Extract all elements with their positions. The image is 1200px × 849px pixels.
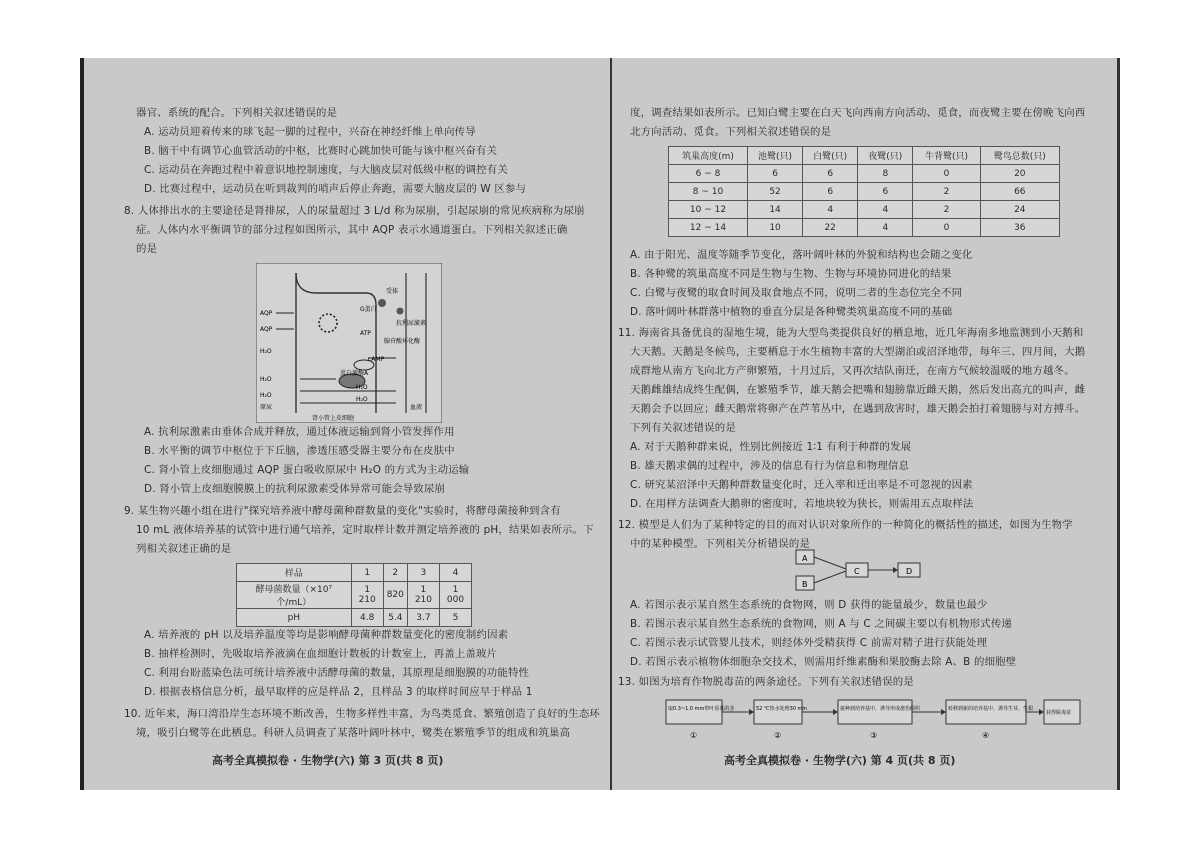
diagram-label: ATP: [360, 330, 371, 337]
table-cell: 6: [803, 183, 858, 201]
text-line: 度，调查结果如表所示。已知白鹭主要在白天飞向西南方向活动、觅食，而夜鹭主要在傍晚飞向西: [630, 107, 1086, 119]
option-d: D. 肾小管上皮细胞膜膜上的抗利尿激素受体异常可能会导致尿崩: [144, 483, 446, 495]
table-header: 鹭鸟总数(只): [980, 147, 1059, 165]
table-cell: 1 210: [407, 582, 439, 609]
option-d: D. 若图示表示植物体细胞杂交技术，则需用纤维素酶和果胶酶去除 A、B 的细胞壁: [630, 656, 1017, 668]
table-cell: 2: [913, 201, 980, 219]
text-line: 成群地从南方飞向北方产卵繁殖，十月过后，又再次结队南迁，在南方气候较温暖的地方越冬。: [630, 365, 1075, 377]
text-line: 大天鹅。天鹅是冬候鸟，主要栖息于水生植物丰富的大型湖泊或沼泽地带，每年三、四月间，大鹅: [630, 346, 1086, 358]
question-9: 9. 某生物兴趣小组在进行"探究培养液中酵母菌种群数量的变化"实验时，将酵母菌接种到含有: [124, 505, 561, 517]
table-header: 2: [383, 564, 407, 582]
flow-step-2: ②: [774, 731, 782, 740]
option-c: C. 白鹭与夜鹭的取食时间及取食地点不同，说明二者的生态位完全不同: [630, 287, 963, 299]
option-c: C. 研究某沼泽中天鹅种群数量变化时，迁入率和迁出率是不可忽视的因素: [630, 479, 973, 491]
option-a: A. 由于阳光、温度等随季节变化，落叶阔叶林的外貌和结构也会随之变化: [630, 249, 973, 261]
table-header: 牛背鹭(只): [913, 147, 980, 165]
table-cell: 66: [980, 183, 1059, 201]
option-a: A. 运动员迎着传来的球飞起一脚的过程中，兴奋在神经纤维上单向传导: [144, 126, 476, 138]
diagram-label: 肾小管上皮细胞: [312, 415, 355, 422]
table-cell: 1 210: [351, 582, 383, 609]
option-a: A. 若图示表示某自然生态系统的食物网，则 D 获得的能量最少，数量也最少: [630, 599, 988, 611]
table-cell: 3.7: [407, 609, 439, 627]
table-cell: 8 ~ 10: [669, 183, 748, 201]
diagram-label: H₂O: [260, 392, 272, 399]
option-a: A. 抗利尿激素由垂体合成并释放，通过体液运输到肾小管发挥作用: [144, 426, 455, 438]
option-b: B. 脑干中有调节心血管活动的中枢，比赛时心跳加快可能与该中枢兴奋有关: [144, 145, 498, 157]
table-cell: 10: [748, 219, 803, 237]
page-footer: 高考全真模拟卷 · 生物学(六) 第 3 页(共 8 页): [212, 754, 444, 767]
table-header: 筑巢高度(m): [669, 147, 748, 165]
diagram-label: G蛋白: [360, 306, 377, 313]
table-cell: 10 ~ 12: [669, 201, 748, 219]
option-d: D. 根据表格信息分析，最早取样的应是样品 2，且样品 3 的取样时间应早于样品 1: [144, 686, 533, 698]
table-cell: 52: [748, 183, 803, 201]
option-c: C. 运动员在奔跑过程中着意识地控制速度，与大脑皮层对低级中枢的调控有关: [144, 164, 508, 176]
table-cell: 0: [913, 165, 980, 183]
table-cell: 6: [803, 165, 858, 183]
table-cell: 24: [980, 201, 1059, 219]
question-10: 10. 近年来，海口湾沿岸生态环境不断改善，生物多样性丰富，为鸟类觅食、繁殖创造了良好的生态环: [124, 708, 601, 720]
table-cell: 12 ~ 14: [669, 219, 748, 237]
option-b: B. 雄天鹅求偶的过程中，涉及的信息有行为信息和物理信息: [630, 460, 910, 472]
table-cell: 22: [803, 219, 858, 237]
option-b: B. 各种鹭的筑巢高度不同是生物与生物、生物与环境协同进化的结果: [630, 268, 952, 280]
text-line: 北方向活动、觅食。下列相关叙述错误的是: [630, 126, 832, 138]
flow-step-1: ①: [690, 731, 698, 740]
flow-box-4: 转移到新的培养基中，诱导生芽、生根: [948, 706, 1034, 712]
table-cell: 6 ~ 8: [669, 165, 748, 183]
flow-box-1: 取0.3~1.0 mm带叶原基的茎: [668, 706, 735, 712]
kidney-water-diagram: [256, 263, 442, 423]
diagram-label: cAMP: [368, 356, 385, 363]
table-cell: 0: [913, 219, 980, 237]
table-cell: 4: [858, 219, 913, 237]
option-c: C. 利用台盼蓝染色法可统计培养液中活酵母菌的数量，其原理是细胞膜的功能特性: [144, 667, 530, 679]
table-header: 样品: [237, 564, 352, 582]
table-cell: 8: [858, 165, 913, 183]
table-cell: 20: [980, 165, 1059, 183]
bird-table: [668, 146, 1060, 237]
diagram-label: 蛋白激酶A: [340, 370, 369, 377]
table-cell: 36: [980, 219, 1059, 237]
table-header: 4: [439, 564, 471, 582]
table-header: 池鹭(只): [748, 147, 803, 165]
text-line: 下列有关叙述错误的是: [630, 422, 736, 434]
model-node-a: A: [802, 554, 808, 563]
question-11: 11. 海南省具备优良的湿地生境，能为大型鸟类提供良好的栖息地，近几年海南多地监测到小天鹅和: [618, 327, 1084, 339]
option-c: C. 若图示表示试管婴儿技术，则经体外受精获得 C 前需对精子进行获能处理: [630, 637, 988, 649]
page-3: [84, 58, 612, 790]
page-4: [614, 58, 1120, 790]
flow-step-3: ③: [870, 731, 878, 740]
question-13: 13. 如图为培育作物脱毒苗的两条途径。下列有关叙述错误的是: [618, 676, 914, 688]
option-b: B. 若图示表示某自然生态系统的食物网，则 A 与 C 之间碳主要以有机物形式传递: [630, 618, 1013, 630]
table-cell: 14: [748, 201, 803, 219]
question-12: 12. 模型是人们为了某种特定的目的而对认识对象所作的一种简化的概括性的描述，如图为生物学: [618, 519, 1073, 531]
diagram-label: H₂O: [260, 376, 272, 383]
table-header: 白鹭(只): [803, 147, 858, 165]
option-c: C. 肾小管上皮细胞通过 AQP 蛋白吸收原尿中 H₂O 的方式为主动运输: [144, 464, 470, 476]
text-line: 天鹅雌雄结成终生配偶，在繁殖季节，雄天鹅会把嘴和翅膀靠近雌天鹅，然后发出高亢的叫声，雌: [630, 384, 1086, 396]
flow-box-2: 52 ℃热水处理30 min: [756, 706, 807, 712]
flow-step-4: ④: [982, 731, 990, 740]
text-line: 器官、系统的配合。下列相关叙述错误的是: [136, 107, 338, 119]
diagram-label: 腺苷酸环化酶: [384, 338, 421, 345]
diagram-label: 血液: [410, 404, 423, 411]
table-cell: pH: [237, 609, 352, 627]
text-line: 10 mL 液体培养基的试管中进行通气培养，定时取样计数并测定培养液的 pH，结果如表所示。下: [136, 524, 594, 536]
text-line: 境，吸引白鹭等在此栖息。科研人员调查了某落叶阔叶林中，鹭类在繁殖季节的组成和筑巢高: [136, 727, 571, 739]
table-cell: 6: [858, 183, 913, 201]
table-cell: 4: [858, 201, 913, 219]
model-node-c: C: [854, 567, 860, 576]
option-d: D. 在用样方法调查大鹅卵的密度时，若地块较为狭长，则需用五点取样法: [630, 498, 974, 510]
option-a: A. 对于天鹅种群来说，性别比例接近 1∶1 有利于种群的发展: [630, 441, 912, 453]
diagram-label: AQP: [260, 310, 273, 317]
diagram-label: 抗利尿激素: [396, 320, 427, 327]
option-b: B. 水平衡的调节中枢位于下丘脑，渗透压感受器主要分布在皮肤中: [144, 445, 455, 457]
table-cell: 5: [439, 609, 471, 627]
text-line: 天鹅会予以回应；雌天鹅常将卵产在芦苇丛中，在遇到敌害时，雄天鹅会拍打着翅膀与对方搏斗。: [630, 403, 1086, 415]
text-line: 列相关叙述正确的是: [136, 543, 232, 555]
text-line: 中的某种模型。下列相关分析错误的是: [630, 538, 811, 550]
diagram-label: 受体: [386, 288, 399, 295]
table-header: 3: [407, 564, 439, 582]
option-d: D. 落叶阔叶林群落中植物的垂直分层是各种鹭类筑巢高度不同的基础: [630, 306, 953, 318]
diagram-label: H₂O: [356, 384, 368, 391]
table-header: 夜鹭(只): [858, 147, 913, 165]
yeast-table: [236, 563, 472, 627]
exam-sheet: [80, 58, 1120, 790]
table-cell: 6: [748, 165, 803, 183]
table-cell: 2: [913, 183, 980, 201]
diagram-label: H₂O: [260, 348, 272, 355]
model-diagram: [794, 548, 954, 594]
page-footer: 高考全真模拟卷 · 生物学(六) 第 4 页(共 8 页): [724, 754, 956, 767]
table-header: 1: [351, 564, 383, 582]
option-b: B. 抽样检测时，先吸取培养液滴在血细胞计数板的计数室上，再盖上盖玻片: [144, 648, 498, 660]
table-cell: 5.4: [383, 609, 407, 627]
flow-box-5: 获得脱毒苗: [1046, 710, 1072, 716]
text-line: 的是: [136, 243, 158, 255]
flow-box-3: 接种到培养基中，诱导形成愈伤组织: [840, 706, 921, 712]
option-d: D. 比赛过程中，运动员在听到裁判的哨声后停止奔跑，需要大脑皮层的 W 区参与: [144, 183, 527, 195]
diagram-label: H₂O: [356, 396, 368, 403]
table-cell: 820: [383, 582, 407, 609]
question-8: 8. 人体排出水的主要途径是肾排尿，人的尿量超过 3 L/d 称为尿崩，引起尿崩的常见疾病称为尿崩: [124, 205, 585, 217]
table-cell: 4.8: [351, 609, 383, 627]
table-cell: 1 000: [439, 582, 471, 609]
model-node-b: B: [802, 580, 808, 589]
diagram-label: AQP: [260, 326, 273, 333]
flow-diagram: [664, 694, 1084, 744]
table-cell: 酵母菌数量（×10⁷ 个/mL）: [237, 582, 352, 609]
text-line: 症。人体内水平衡调节的部分过程如图所示，其中 AQP 表示水通道蛋白。下列相关叙述正确: [136, 224, 568, 236]
table-cell: 4: [803, 201, 858, 219]
model-node-d: D: [906, 567, 913, 576]
option-a: A. 培养液的 pH 以及培养温度等均是影响酵母菌种群数量变化的密度制约因素: [144, 629, 509, 641]
diagram-label: 原尿: [260, 404, 273, 411]
